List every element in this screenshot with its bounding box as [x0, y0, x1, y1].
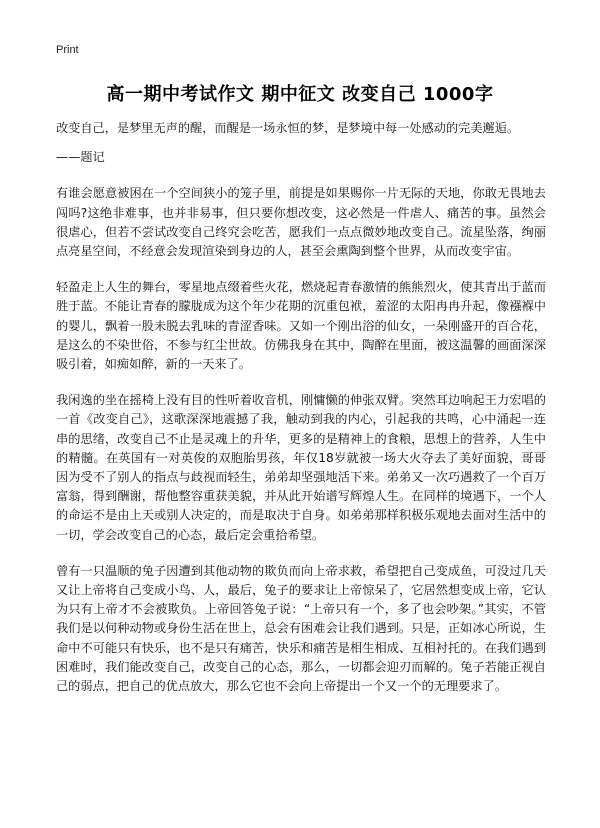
epigraph-quote: 改变自己，是梦里无声的醒，而醒是一场永恒的梦，是梦境中每一处感动的完美邂逅。: [56, 121, 520, 135]
print-label: Print: [56, 44, 79, 56]
paragraph-2: 轻盈走上人生的舞台，零星地点缀着些火花，燃烧起青春激情的熊熊烈火，使其青出于蓝而胜于蓝。不能让青春的朦胧成为这个年少花期的沉重包袱，羞涩的太阳冉冉升起，像襁褓中的婴儿，飘着一股未脱去乳味的青涩香味。又如一个刚出浴的仙女，一朵刚盛开的百合花，是这么的不染世俗，不参与红尘世故。仿佛我身在其中，陶醉在里面，被这温馨的画面深深吸引着，如痴如醉，新的一天来了。: [56, 280, 546, 372]
paragraph-1: 有谁会愿意被困在一个空间狭小的笼子里，前提是如果赐你一片无际的天地，你敢无畏地去闯吗?这绝非难事，也并非易事，但只要你想改变，这必然是一件虐人、痛苦的事。虽然会很虐心，但若不尝试改变自己终究会吃苦，愿我们一点点微妙地改变自己。流星坠落，绚丽点亮星空间，不经意会发现渲染到身边的人，甚至会熏陶到整个世界，从而改变宇宙。: [56, 186, 546, 259]
article-body: [56, 119, 546, 696]
document-title: 高一期中考试作文 期中征文 改变自己 1000字: [106, 84, 494, 105]
paragraph-3: 我闲逸的坐在摇椅上没有目的性听着收音机，刚慵懒的伸张双臂。突然耳边响起王力宏唱的一首《改变自己》，这歌深深地震撼了我，触动到我的内心，引起我的共鸣，心中涌起一连串的思绪，改变自己不止是灵魂上的升华，更多的是精神上的食粮，思想上的营养，人生中的精髓。在英国有一对英俊的双胞胎男孩，年仅18岁就被一场大火夺去了美好面貌，哥哥因为受不了别人的指点与歧视而轻生，弟弟却坚强地活下来。弟弟又一次巧遇救了一个百万富翁，得到酬谢，帮他整容重获美貌，并从此开始谱写辉煌人生。在同样的境遇下，一个人的命运不是由上天或别人决定的，而是取决于自身。如弟弟那样积极乐观地去面对生活中的一切，学会改变自己的心态，最后定会重拾希望。: [56, 393, 546, 542]
paragraph-4: 曾有一只温顺的兔子因遭到其他动物的欺负而向上帝求救，希望把自己变成鱼，可没过几天又让上帝将自己变成小鸟、人，最后，兔子的要求让上帝惊呆了，它居然想变成上帝，它认为只有上帝才不会被欺负。上帝回答兔子说：“上帝只有一个，多了也会吵架。”其实，不管我们是以何种动物或身份生活在世上，总会有困难会让我们遇到。只是，正如冰心所说，生命中不可能只有快乐，也不是只有痛苦，快乐和痛苦是相生相成、互相衬托的。在我们遇到困难时，我们能改变自己，改变自己的心态，那么，一切都会迎刃而解的。兔子若能正视自己的弱点，把自己的优点放大，那么它也不会向上帝提出一个又一个的无理要求了。: [56, 563, 546, 694]
epigraph-signature: ——题记: [56, 150, 105, 165]
